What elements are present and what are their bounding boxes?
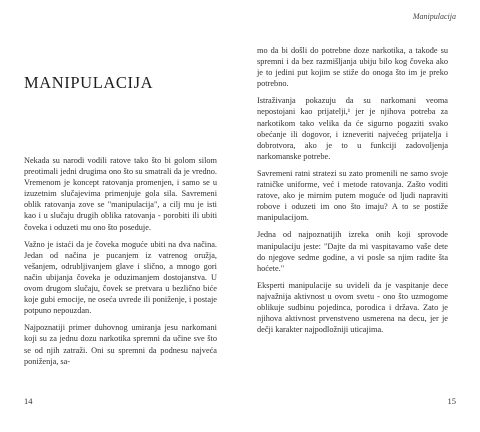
paragraph: Jedna od najpoznatijih izreka onih koji sprovode manipulaciju jeste: "Dajte da mi vaspitavamo vaše dete do njegove sedme godine, a vi posle sa njim radite šta hoćete." bbox=[257, 230, 448, 273]
page-number-right: 15 bbox=[447, 396, 456, 406]
page-number-left: 14 bbox=[24, 396, 33, 406]
paragraph: Nekada su narodi vodili ratove tako što bi golom silom preotimali jedni drugima ono što su smatrali da je vredno. Vremenom je koncept ratovanja promenjen, i samo se u izuzetnim slučajevima primenjuje gola sila. Savremeni oblik ratovanja zove se "manipulacija", a cilj mu je isti kao i u slučaju drugih oblika ratovanja - porobiti ili ubiti čoveka i oduzeti mu ono što poseduje. bbox=[24, 156, 217, 232]
right-page-body bbox=[257, 45, 448, 335]
left-page-body bbox=[24, 155, 217, 367]
paragraph: Najpoznatiji primer duhovnog umiranja jesu narkomani koji su za jednu dozu narkotika spremni da učine sve što se od njih zatraži. Oni su spremni da podnesu najveća poniženja, sa- bbox=[24, 323, 217, 366]
paragraph: Istraživanja pokazuju da su narkomani veoma nepostojani kao prijatelji,¹ jer je njihova potreba za narkotikom tako velika da će sigurno pogaziti svako obećanje ili dogovor, i izneveriti najvećeg prijatelja i dobrotvora, ako je to u funkciji zadovoljenja narkomanske potrebe. bbox=[257, 96, 448, 161]
paragraph: mo da bi došli do potrebne doze narkotika, a takođe su spremni i da bez razmišljanja ubiju bilo kog čoveka ako je to jedini put kojim se stiže do onoga što im je preko potrebno. bbox=[257, 46, 448, 89]
paragraph: Eksperti manipulacije su uvideli da je vaspitanje dece najvažnija aktivnost u ovom svetu - ono što uzmogome oblikuje sudbinu pojedinca, porodica i država. Zato je njihova aktivnost prvenstveno usmerena na decu, jer je dečji karakter najpodložniji uticajima. bbox=[257, 280, 448, 335]
running-head: Manipulacija bbox=[412, 12, 456, 21]
paragraph: Savremeni ratni stratezi su zato promenili ne samo svoje ratničke uniforme, već i metode ratovanja. Zašto voditi ratove, ako je mirnim putem moguće od ljudi napraviti robove i oduzeti im ono što imaju? A to se postiže manipulacijom. bbox=[257, 168, 448, 223]
chapter-title: MANIPULACIJA bbox=[24, 73, 154, 92]
paragraph: Važno je istaći da je čoveka moguće ubiti na dva načina. Jedan od načina je pucanjem iz vatrenog oružja, vešanjem, odrubljivanjem glave i slično, a mnogo gori način ubijanja čoveka je oduzimanjem dostojanstva. U ovom drugom slučaju, čovek se pretvara u bezlično biće koje gubi emocije, ne oseća uvrede ili poniženje, i postaje potpuno nepouzdan. bbox=[24, 239, 217, 316]
right-page bbox=[240, 0, 480, 432]
